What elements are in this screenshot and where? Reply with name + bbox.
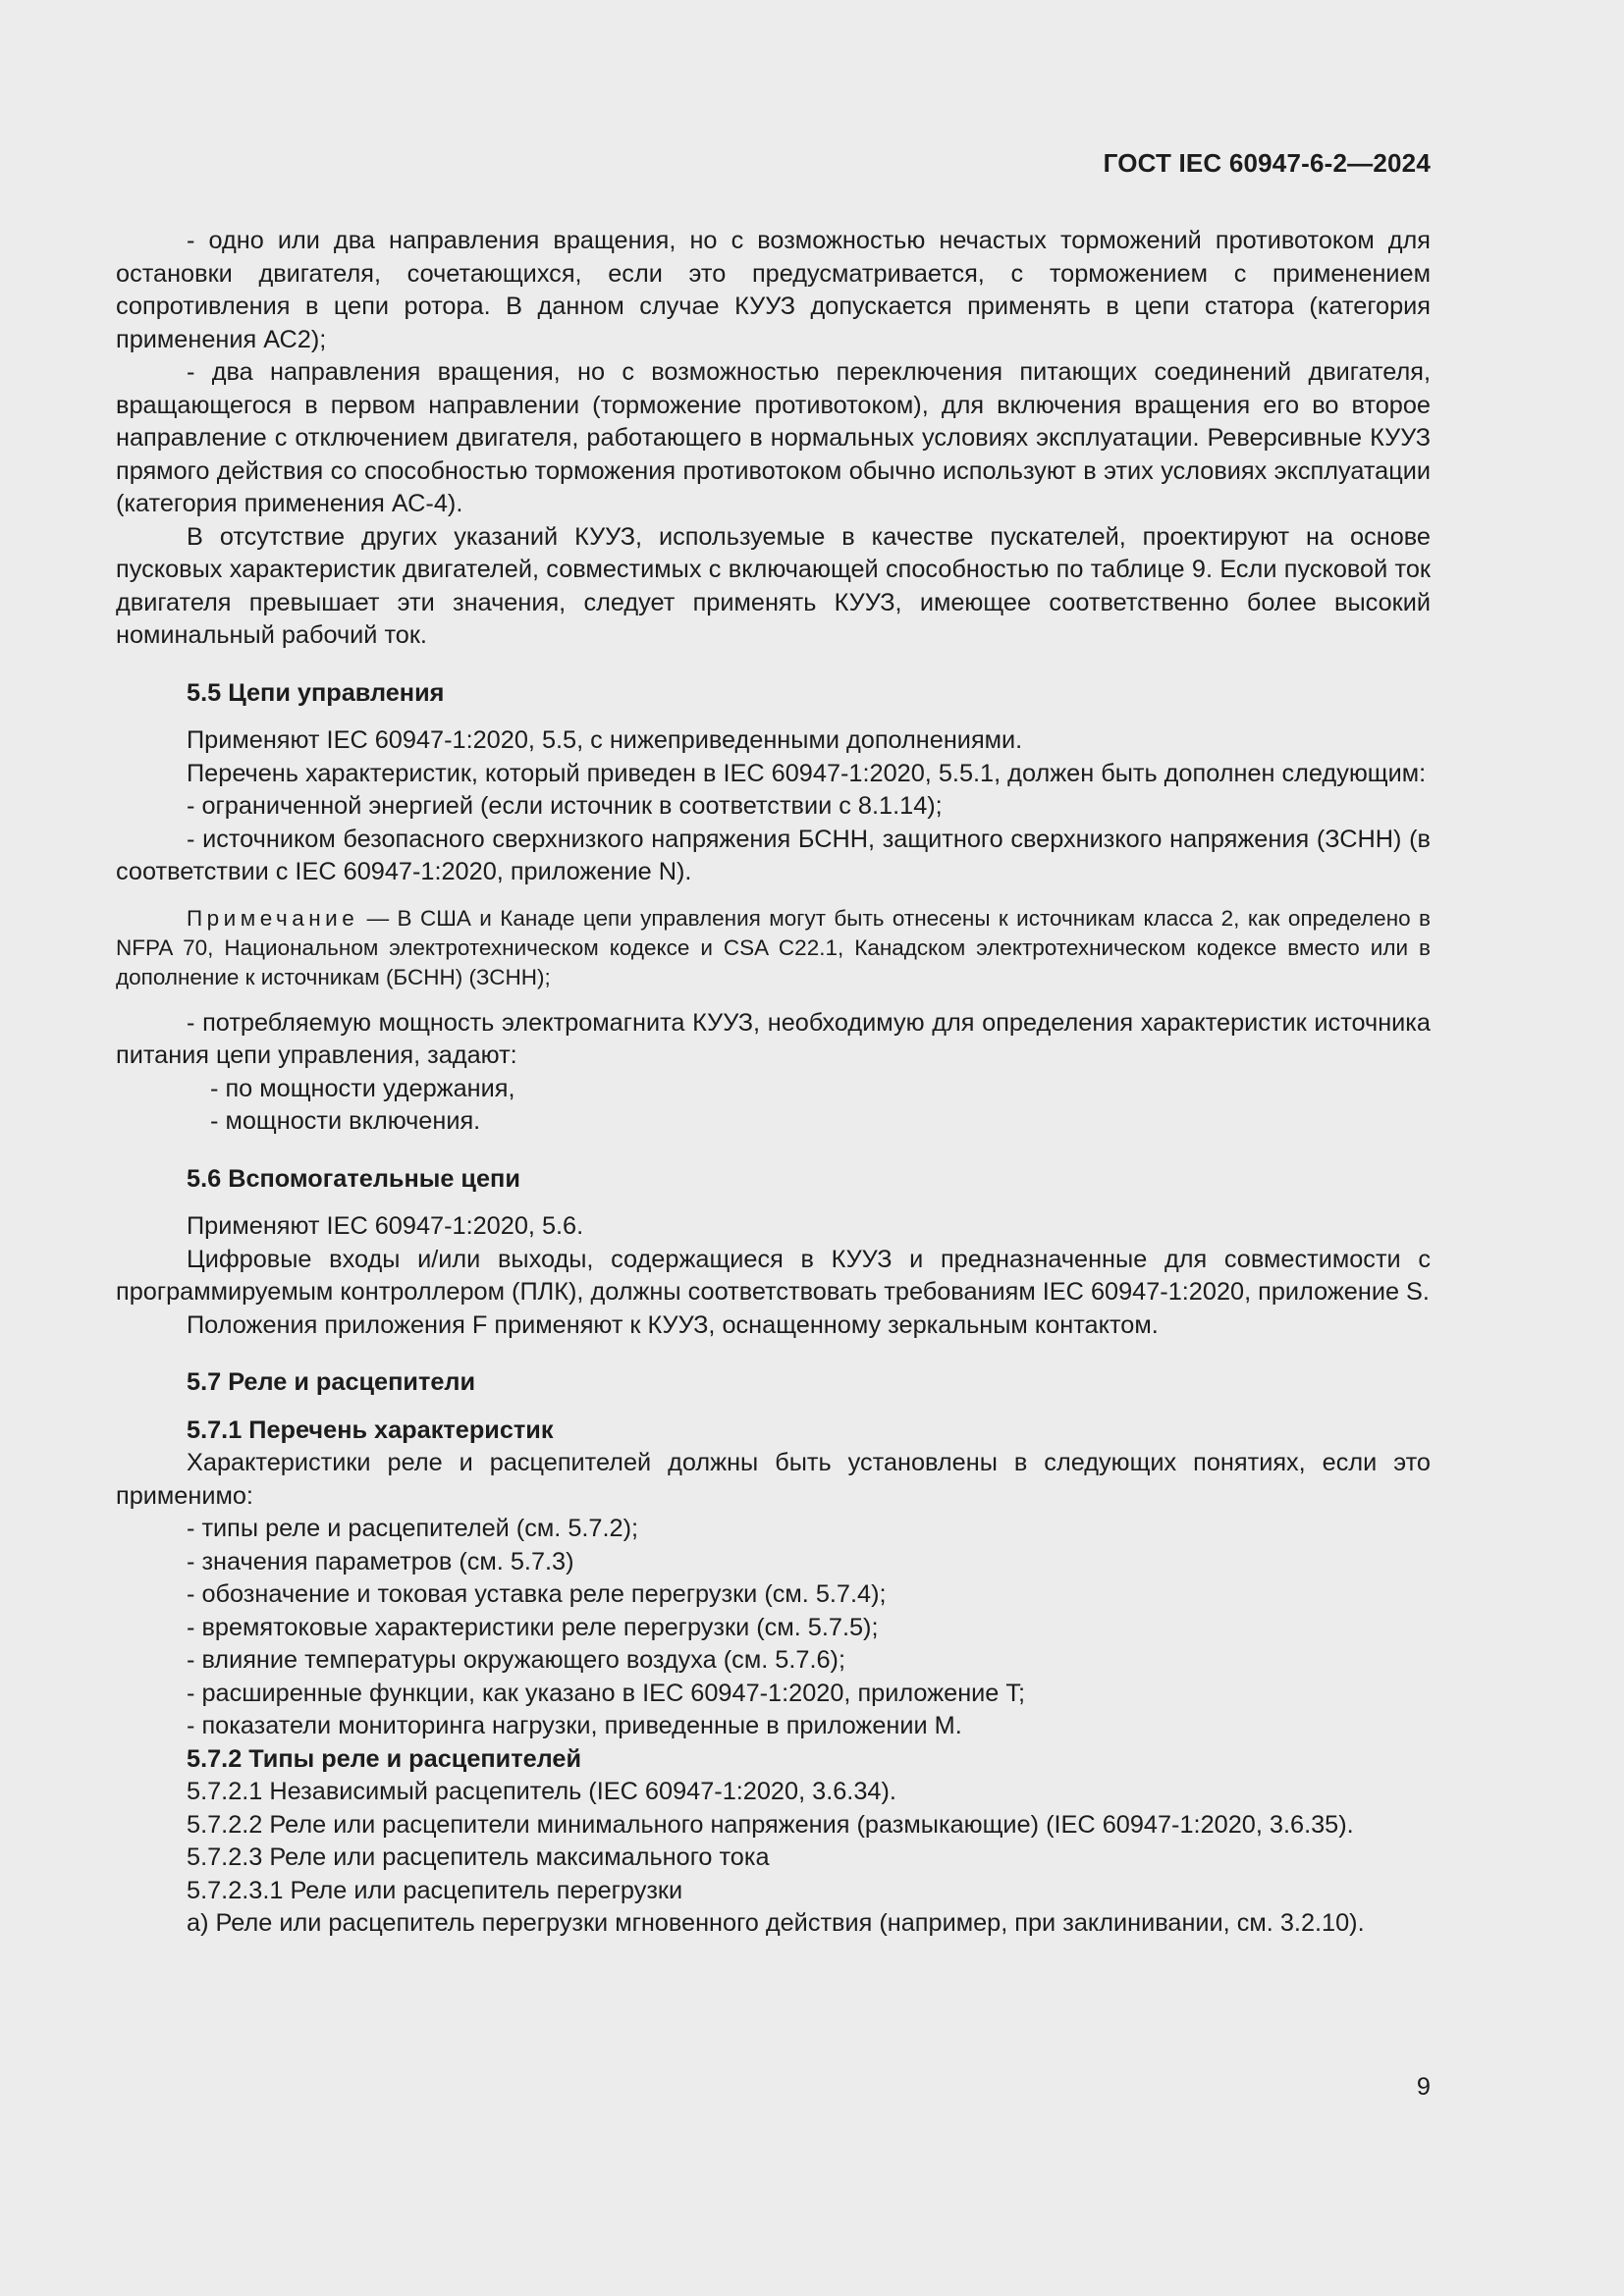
section-5-6-paragraph-2: Цифровые входы и/или выходы, содержащиеся в КУУЗ и предназначенные для совместимости с программируемым контроллером (ПЛК), должны соответствовать требованиям IEC 60947-1:2020, приложение S. xyxy=(116,1245,1431,1306)
section-5-7-heading: 5.7 Реле и расцепители xyxy=(187,1368,476,1396)
page-content xyxy=(116,225,1431,1941)
section-5-5-note xyxy=(116,904,1431,992)
list-item: - времятоковые характеристики реле перегрузки (см. 5.7.5); xyxy=(187,1613,879,1641)
intro-list-item-1: - одно или два направления вращения, но с возможностью нечастых торможений противотоком для остановки двигателя, сочетающихся, если это предусматривается, с торможением с применением сопротивления в цепи ротора. В данном случае КУУЗ допускается применять в цепи статора (категория применения АС2); xyxy=(116,227,1431,353)
section-5-5-list-item-2: - источником безопасного сверхнизкого напряжения БСНН, защитного сверхнизкого напряжения (ЗСНН) (в соответствии с IEC 60947-1:2020, приложение N). xyxy=(116,825,1431,885)
section-5-7-1-heading: 5.7.1 Перечень характеристик xyxy=(187,1415,554,1444)
note-text: — В США и Канаде цепи управления могут быть отнесены к источникам класса 2, как определено в NFPA 70, Национальном электротехническом кодексе и CSA C22.1, Канадском электротехническом кодексе вместо или в дополнение к источникам (БСНН) (ЗСНН); xyxy=(116,905,1431,989)
section-5-5-paragraph-1: Применяют IEC 60947-1:2020, 5.5, с нижеприведенными дополнениями. xyxy=(187,726,1023,754)
section-5-5-paragraph-2: Перечень характеристик, который приведен в IEC 60947-1:2020, 5.5.1, должен быть дополнен следующим: xyxy=(187,759,1427,787)
list-item: - обозначение и токовая уставка реле перегрузки (см. 5.7.4); xyxy=(187,1580,887,1608)
list-item: - показатели мониторинга нагрузки, приведенные в приложении M. xyxy=(187,1712,962,1739)
section-5-7-2-3-1: 5.7.2.3.1 Реле или расцепитель перегрузки xyxy=(187,1876,683,1904)
section-5-5-heading: 5.5 Цепи управления xyxy=(187,678,445,707)
list-item: - типы реле и расцепителей (см. 5.7.2); xyxy=(187,1515,639,1542)
section-5-7-2-heading: 5.7.2 Типы реле и расцепителей xyxy=(187,1744,582,1773)
section-5-7-2-3-1-item-a: a) Реле или расцепитель перегрузки мгновенного действия (например, при заклинивании, см. 3.2.10). xyxy=(187,1909,1365,1937)
section-5-5-list-item-3: - потребляемую мощность электромагнита КУУЗ, необходимую для определения характеристик источника питания цепи управления, задают: xyxy=(116,1008,1431,1069)
intro-list-item-2: - два направления вращения, но с возможностью переключения питающих соединений двигателя, вращающегося в первом направлении (торможение противотоком), для включения вращения его во второе направление с отключением двигателя, работающего в нормальных условиях эксплуатации. Реверсивные КУУЗ прямого действия со способностью торможения противотоком обычно используют в этих условиях эксплуатации (категория применения АС-4). xyxy=(116,358,1431,517)
section-5-7-2-1: 5.7.2.1 Независимый расцепитель (IEC 60947-1:2020, 3.6.34). xyxy=(187,1778,896,1805)
list-item: - значения параметров (см. 5.7.3) xyxy=(187,1547,574,1575)
section-5-5-sublist-item-1: - по мощности удержания, xyxy=(210,1074,515,1102)
page-number: 9 xyxy=(1416,2073,1431,2101)
list-item: - влияние температуры окружающего воздуха (см. 5.7.6); xyxy=(187,1646,845,1674)
intro-paragraph: В отсутствие других указаний КУУЗ, используемые в качестве пускателей, проектируют на основе пусковых характеристик двигателей, совместимых с включающей способностью по таблице 9. Если пусковой ток двигателя превышает эти значения, следует применять КУУЗ, имеющее соответственно более высокий номинальный рабочий ток. xyxy=(116,522,1431,649)
note-label: Примечание xyxy=(187,905,359,931)
section-5-7-2-2: 5.7.2.2 Реле или расцепители минимального напряжения (размыкающие) (IEC 60947-1:2020, 3.6.35). xyxy=(187,1810,1354,1839)
section-5-7-2-3: 5.7.2.3 Реле или расцепитель максимального тока xyxy=(187,1843,770,1871)
section-5-6-paragraph-1: Применяют IEC 60947-1:2020, 5.6. xyxy=(187,1212,584,1240)
section-5-7-1-paragraph: Характеристики реле и расцепителей должны быть установлены в следующих понятиях, если это применимо: xyxy=(116,1449,1431,1510)
document-code-header: ГОСТ IEC 60947-6-2—2024 xyxy=(1103,148,1431,178)
list-item: - расширенные функции, как указано в IEC 60947-1:2020, приложение T; xyxy=(187,1679,1026,1707)
section-5-6-heading: 5.6 Вспомогательные цепи xyxy=(187,1164,520,1193)
section-5-5-list-item-1: - ограниченной энергией (если источник в соответствии с 8.1.14); xyxy=(187,792,943,820)
section-5-5-sublist-item-2: - мощности включения. xyxy=(210,1107,481,1135)
section-5-6-paragraph-3: Положения приложения F применяют к КУУЗ, оснащенному зеркальным контактом. xyxy=(187,1310,1159,1339)
